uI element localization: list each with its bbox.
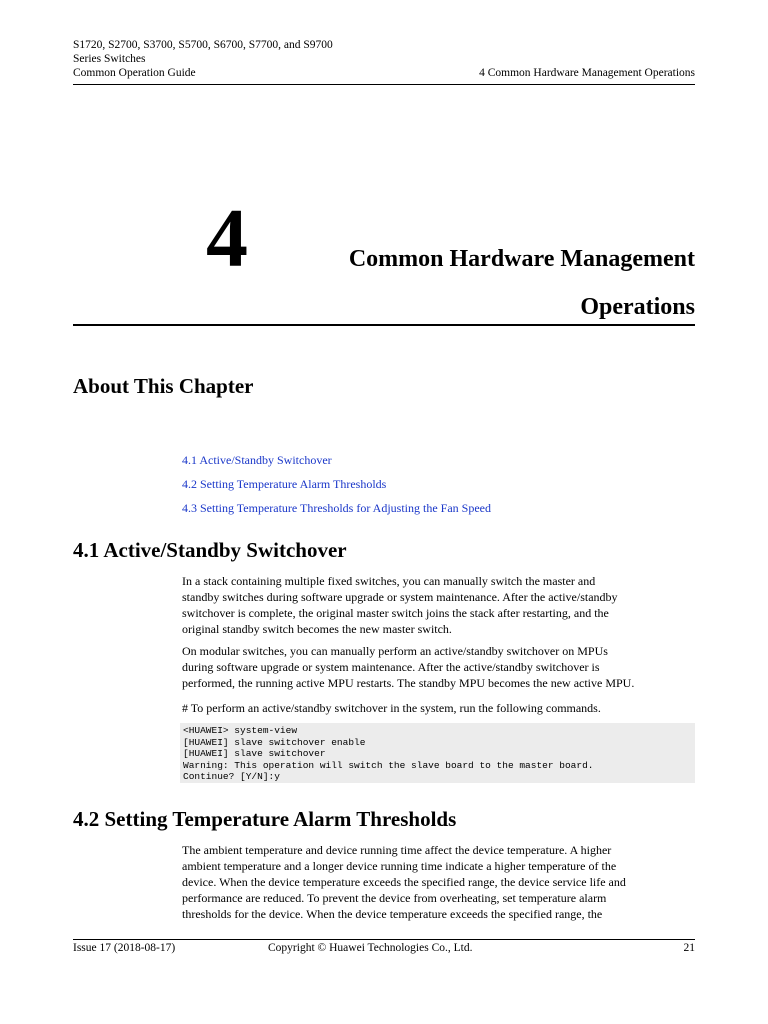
- about-chapter-heading: About This Chapter: [73, 374, 254, 398]
- header-product-line: S1720, S2700, S3700, S5700, S6700, S7700, and S9700: [73, 39, 333, 51]
- footer-issue: Issue 17 (2018-08-17): [73, 942, 176, 954]
- section-4-1-paragraph-3: # To perform an active/standby switchover in the system, run the following commands.: [182, 701, 601, 715]
- chapter-title-line1: Common Hardware Management: [348, 246, 695, 272]
- footer-rule: [73, 939, 695, 940]
- header-chapter-title: 4 Common Hardware Management Operations: [479, 67, 695, 79]
- section-4-2-heading: 4.2 Setting Temperature Alarm Thresholds: [73, 807, 457, 831]
- chapter-title-rule: [73, 324, 695, 326]
- chapter-number: 4: [206, 192, 248, 285]
- header-series-line: Series Switches: [73, 53, 146, 65]
- chapter-toc: [182, 451, 491, 523]
- toc-link-4-1[interactable]: 4.1 Active/Standby Switchover: [182, 453, 332, 467]
- code-line: Continue? [Y/N]:y: [183, 771, 280, 782]
- command-example-block: [180, 723, 695, 783]
- header-guide-title: Common Operation Guide: [73, 67, 196, 79]
- header-rule: [73, 84, 695, 85]
- page-header: [73, 38, 695, 80]
- toc-link-4-3[interactable]: 4.3 Setting Temperature Thresholds for Adjusting the Fan Speed: [182, 501, 492, 515]
- code-line: Warning: This operation will switch the slave board to the master board.: [183, 759, 594, 771]
- section-4-1-paragraph-2: On modular switches, you can manually perform an active/standby switchover on MPUs during software upgrade or system maintenance. After the active/standby switchover is performed, the running active MPU restarts. The standby MPU becomes the new active MPU.: [182, 644, 635, 690]
- footer-copyright: Copyright © Huawei Technologies Co., Ltd.: [268, 942, 473, 954]
- toc-link-4-2[interactable]: 4.2 Setting Temperature Alarm Thresholds: [182, 477, 387, 491]
- code-line: [HUAWEI] slave switchover: [183, 748, 326, 759]
- footer-page-number: 21: [683, 942, 695, 954]
- section-4-1-paragraph-1: In a stack containing multiple fixed switches, you can manually switch the master and standby switches during software upgrade or system maintenance. After the active/standby switchover is complete, the original master switch joins the stack after restarting, and the original standby switch becomes the new master switch.: [182, 574, 618, 636]
- section-4-2-paragraph-1: The ambient temperature and device running time affect the device temperature. A higher ambient temperature and a longer device running time indicate a higher temperature of the device. When the device temperature exceeds the specified range, the device service life and performance are reduced. To prevent the device from overheating, set temperature alarm thresholds for the device. When the device temperature exceeds the specified range, the: [182, 843, 626, 921]
- chapter-title-line2: Operations: [580, 294, 695, 320]
- section-4-1-heading: 4.1 Active/Standby Switchover: [73, 538, 347, 562]
- code-line: [HUAWEI] slave switchover enable: [183, 736, 366, 748]
- code-line: <HUAWEI> system-view: [183, 725, 298, 736]
